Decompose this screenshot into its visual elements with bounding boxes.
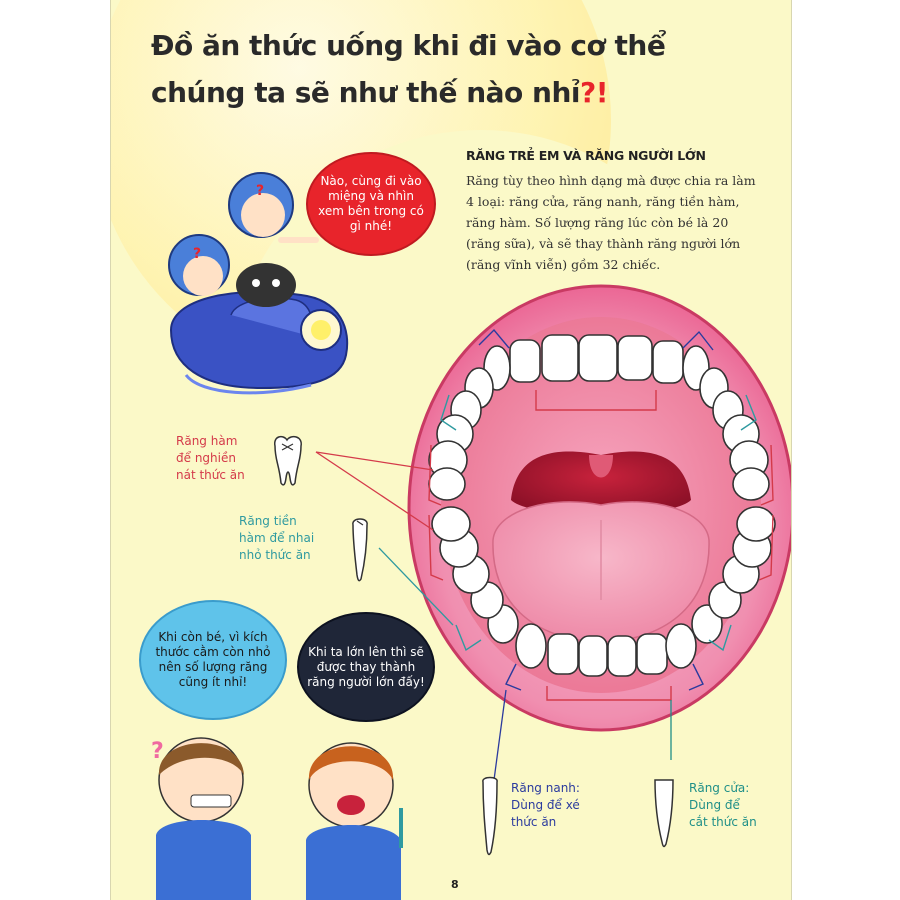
speech-bubble-dark: Khi ta lớn lên thì sẽ được thay thành răng người lớn đấy! [297, 612, 435, 722]
canine-label [511, 780, 580, 831]
canine-tooth-icon [483, 778, 497, 855]
incisor-tooth-icon [655, 780, 673, 846]
lower-incisor [637, 634, 667, 674]
lower-incisor [608, 636, 636, 676]
upper-molar [733, 468, 769, 500]
speech-bubble-blue: Khi còn bé, vì kích thước cằm còn nhỏ nên số lượng răng cũng ít nhỉ! [139, 600, 287, 720]
premolar-tooth-icon [353, 519, 367, 581]
upper-incisor [542, 335, 578, 381]
book-page [110, 0, 792, 900]
toothbrush-icon [399, 808, 403, 848]
incisor-label-line: cắt thức ăn [689, 815, 757, 829]
page-title [151, 22, 665, 116]
section-heading: RĂNG TRẺ EM VÀ RĂNG NGƯỜI LỚN [466, 148, 706, 163]
children-illustration [151, 738, 403, 900]
title-line-1: Đồ ăn thức uống khi đi vào cơ thể [151, 29, 666, 62]
title-punctuation: ?! [580, 76, 609, 109]
page-number: 8 [451, 878, 459, 891]
speech-bubble-red: Nào, cùng đi vào miệng và nhìn xem bên trong có gì nhé! [306, 152, 436, 256]
lower-incisor [579, 636, 607, 676]
molar-label [176, 433, 245, 484]
upper-incisor [579, 335, 617, 381]
canine-leader-line [494, 690, 506, 780]
molar-label-line: để nghiền [176, 451, 236, 465]
canine-label-line: Răng nanh: [511, 781, 580, 795]
lower-canine [666, 624, 696, 668]
incisor-label-line: Dùng để [689, 798, 740, 812]
premolar-label-line: Răng tiền [239, 514, 297, 528]
svg-text:?: ? [151, 739, 164, 764]
canine-label-line: thức ăn [511, 815, 557, 829]
molar-label-line: nát thức ăn [176, 468, 245, 482]
molar-label-line: Răng hàm [176, 434, 238, 448]
upper-incisor [653, 341, 683, 383]
premolar-label [239, 513, 314, 564]
incisor-label [689, 780, 757, 831]
lower-molar [432, 507, 470, 541]
lower-canine [516, 624, 546, 668]
molar-tooth-icon [275, 437, 301, 485]
svg-text:?: ? [193, 246, 202, 262]
section-body-text: Răng tùy theo hình dạng mà được chia ra làm 4 loại: răng cửa, răng nanh, răng tiền hàm, răng hàm. Số lượng răng lúc còn bé là 20 (răng sữa), và sẽ thay thành răng người lớn (răng vĩnh viễn) gồm 32 chiếc. [466, 173, 756, 272]
incisor-label-line: Răng cửa: [689, 781, 750, 795]
lower-molar [737, 507, 775, 541]
svg-text:?: ? [256, 183, 265, 199]
canine-label-line: Dùng để xé [511, 798, 580, 812]
premolar-label-line: hàm để nhai [239, 531, 315, 545]
upper-molar [429, 468, 465, 500]
upper-incisor [510, 340, 540, 382]
lower-incisor [548, 634, 578, 674]
upper-incisor [618, 336, 652, 380]
premolar-label-line: nhỏ thức ăn [239, 548, 311, 562]
title-line-2: chúng ta sẽ như thế nào nhỉ [151, 76, 581, 109]
